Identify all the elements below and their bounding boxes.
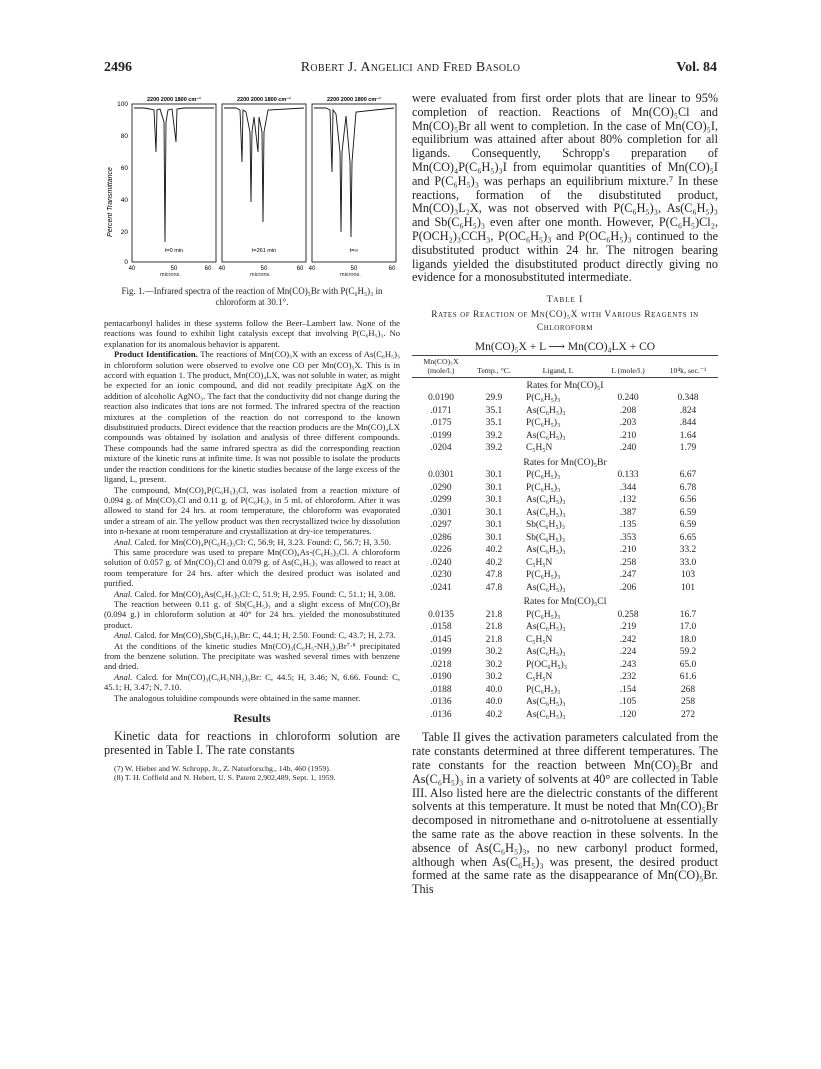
table-row — [412, 569, 718, 582]
volume-label: Vol. 84 — [676, 60, 717, 75]
table-row — [412, 392, 718, 405]
analysis — [104, 589, 400, 599]
table-cell: .0218 — [430, 659, 452, 670]
table-cell: 40.2 — [485, 545, 503, 556]
table-cell: .844 — [679, 418, 697, 429]
x-label: microns. — [340, 272, 361, 278]
analysis-text: Calcd. for Mn(CO)₄As(C₆H₅)₃Cl: C, 51.9; H, 2.95. Found: C, 51.1; H, 3.08. — [132, 588, 396, 599]
table-cell: .0199 — [430, 430, 452, 441]
table-cell: .0301 — [430, 507, 452, 518]
table-row — [412, 469, 718, 482]
panel-top-scale: 2200 2000 1800 cm⁻¹ — [237, 97, 291, 103]
table-cell: .120 — [619, 709, 637, 720]
table-row — [412, 417, 718, 430]
paragraph — [104, 349, 400, 484]
table-cell: .208 — [619, 405, 637, 416]
table-cell: 0.0301 — [428, 470, 454, 481]
results-paragraph: Kinetic data for reactions in chloroform solution are presented in Table I. The rate constants — [104, 729, 400, 757]
table-cell: 21.8 — [485, 634, 503, 645]
table-cell: 18.0 — [679, 634, 697, 645]
table-equation: Mn(CO)₅X + L ⟶ Mn(CO)₄LX + CO — [474, 341, 656, 354]
table-row — [412, 494, 718, 507]
paragraph: At the conditions of the kinetic studies Mn(CO)₃(C₆H₅-NH₂)₃Br⁷·⁸ precipitated from the benzene solution. The precipitate was washed several times with benzene and dried. — [104, 640, 400, 672]
table-row — [412, 544, 718, 557]
table-cell: 40.0 — [485, 697, 503, 708]
table-cell: .0136 — [430, 697, 452, 708]
table-cell: .0297 — [430, 520, 452, 531]
table-cell: .0286 — [430, 532, 452, 543]
table-cell: 65.0 — [679, 659, 697, 670]
table-row — [412, 532, 718, 545]
column-header: Temp., °C. — [470, 356, 518, 378]
table-cell: P(C₆H₅)₃ — [526, 393, 561, 404]
analysis-label: Anal. — [114, 536, 133, 547]
table-cell: .132 — [619, 495, 637, 506]
table-cell: 61.6 — [679, 672, 697, 683]
figure-caption: Fig. 1.—Infrared spectra of the reaction of Mn(CO)₅Br with P(C₆H₅)₃ in chloroform at 30.1°. — [121, 286, 383, 307]
table-caption: Rates of Reaction of Mn(CO)₅X with Various Reagents in Chloroform — [431, 310, 699, 334]
figure-1 — [104, 92, 400, 272]
table-cell: .232 — [619, 672, 637, 683]
table-row — [412, 671, 718, 684]
table-cell: .203 — [619, 418, 637, 429]
footnotes — [104, 764, 400, 783]
table-cell: 101 — [680, 582, 696, 593]
table-cell: As(C₆H₅)₃ — [526, 622, 566, 633]
table-cell: As(C₆H₅)₃ — [526, 697, 566, 708]
table-cell: P(C₆H₅)₃ — [526, 609, 561, 620]
table-cell: .247 — [619, 570, 637, 581]
table-cell: 1.64 — [679, 430, 697, 441]
table-cell: 6.59 — [679, 520, 697, 531]
table-cell: 30.2 — [485, 672, 503, 683]
table-cell: 59.2 — [679, 647, 697, 658]
table-cell: .0136 — [430, 709, 452, 720]
panel-top-scale: 2200 2000 1800 cm⁻¹ — [327, 97, 381, 103]
table-cell: 103 — [680, 570, 696, 581]
table-row — [412, 709, 718, 722]
y-tick: 0 — [124, 259, 128, 266]
table-cell: .824 — [679, 405, 697, 416]
table-cell: 30.1 — [485, 520, 503, 531]
table-cell: 29.9 — [485, 393, 503, 404]
table-cell: 30.2 — [485, 659, 503, 670]
table-cell: 30.1 — [485, 482, 503, 493]
table-cell: 0.133 — [617, 470, 639, 481]
group-title: Rates for Mn(CO)₅I — [526, 379, 604, 391]
table-cell: As(C₆H₅)₃ — [526, 405, 566, 416]
x-tick: 40 — [128, 266, 136, 272]
table-cell: As(C₆H₅)₃ — [526, 545, 566, 556]
table-group-header — [412, 455, 718, 470]
table-cell: P(C₆H₅)₃ — [526, 684, 561, 695]
footnote-7: (7) W. Hieber and W. Schropp, Jr., Z. Naturforschg., 14b, 460 (1959). — [114, 763, 331, 773]
table-cell: C₅H₅N — [526, 634, 553, 645]
y-tick: 80 — [120, 133, 128, 140]
table-cell: 30.1 — [485, 532, 503, 543]
table-cell: As(C₆H₅)₃ — [526, 647, 566, 658]
ir-spectra-svg — [104, 92, 400, 272]
panel-time-label: t=∞ — [349, 248, 359, 254]
table-cell: .353 — [619, 532, 637, 543]
table-cell: .0188 — [430, 684, 452, 695]
table-cell: 40.2 — [485, 557, 503, 568]
table-cell: 33.2 — [679, 545, 697, 556]
table-cell: .0241 — [430, 582, 452, 593]
table-row — [412, 557, 718, 570]
table-cell: P(OC₆H₅)₃ — [526, 659, 568, 670]
table-cell: 33.0 — [679, 557, 697, 568]
table-cell: C₅H₅N — [526, 672, 553, 683]
x-tick: 60 — [388, 266, 396, 272]
table-cell: .240 — [619, 443, 637, 454]
table-cell: 268 — [680, 684, 696, 695]
table-cell: 1.79 — [679, 443, 697, 454]
table-cell: 47.8 — [485, 582, 503, 593]
panel-time-label: t=261 min — [251, 248, 277, 254]
x-tick: 50 — [350, 266, 358, 272]
analysis-text: Calcd. for Mn(CO)₄Sb(C₆H₅)₃Br: C, 44.1; H, 2.50. Found: C, 43.7; H, 2.73. — [132, 630, 396, 641]
table-cell: .0290 — [430, 482, 452, 493]
table-cell: 47.8 — [485, 570, 503, 581]
table-cell: 35.1 — [485, 418, 503, 429]
footnote-8: (8) T. H. Coffield and N. Hebert, U. S. Patent 2,902,489, Sept. 1, 1959. — [114, 773, 336, 783]
table-cell: C₅H₅N — [526, 557, 553, 568]
paragraph: pentacarbonyl halides in these systems follow the Beer–Lambert law. None of the reactions was found to exhibit light catalysis except that involving P(C₆H₅)₃. No explanation for its anomalous behavior is apparent. — [104, 318, 400, 349]
table-row — [412, 696, 718, 709]
table-row — [412, 405, 718, 418]
table-cell: Sb(C₆H₅)₃ — [526, 520, 565, 531]
table-group-header — [412, 594, 718, 609]
table-row — [412, 430, 718, 443]
paragraph: This same procedure was used to prepare Mn(CO)₄As-(C₆H₅)₃Cl. A chloroform solution of 0.057 g. of Mn(CO)₅Cl and 0.079 g. of As(C₆H₅)₃ was allowed to react at room temperature for 24 hrs. after which the desired product was isolated and purified. — [104, 546, 400, 589]
table-cell: 258 — [680, 697, 696, 708]
table-cell: 6.65 — [679, 532, 697, 543]
paragraph: were evaluated from first order plots that are linear to 95% completion of reaction. Reactions of Mn(CO)₅Cl and Mn(CO)₅Br all went to completion. In the case of Mn(CO)₅I, equilibrium was attained after about 80% completion for all ligands. Consequently, Schropp's preparation of Mn(CO)₄P(C₆H₅)₃I from equimolar quantities of Mn(CO)₅I and P(C₆H₅)₃ was perhaps an equilibrium mixture.⁷ In these reactions, formation of the disubstituted product, Mn(CO)₃L₂X, was not observed with P(C₆H₅)₃, As(C₆H₅)₃ and Sb(C₆H₅)₃ even after one month. However, P(C₆H₅)Cl₂, P(OCH₂)₃CCH₃, P(OC₆H₅)₃ and P(OC₆H₅)₃ continued to the disubstituted product within 24 hr. The nitrogen bearing ligands yielded the disubstituted product directly giving no evidence for a monosubstituted intermediate. — [412, 91, 718, 285]
table-cell: .210 — [619, 545, 637, 556]
x-tick: 40 — [308, 266, 316, 272]
table-cell: Sb(C₆H₅)₃ — [526, 532, 565, 543]
analysis-text: Calcd. for Mn(CO)₃(C₆H₅NH₂)₃Br: C, 44.5; H, 3.46; N, 6.66. Found: C, 45.1; H, 3.47; N, 7.10. — [104, 671, 400, 693]
table-cell: .210 — [619, 430, 637, 441]
table-cell: 0.258 — [617, 609, 639, 620]
table-cell: .387 — [619, 507, 637, 518]
table-cell: .0171 — [430, 405, 452, 416]
table-cell: 30.1 — [485, 470, 503, 481]
rate-table — [412, 355, 718, 721]
subheading: Product Identification. — [114, 349, 198, 360]
table-cell: P(C₆H₅)₃ — [526, 418, 561, 429]
table-cell: .0158 — [430, 622, 452, 633]
table-group-header — [412, 377, 718, 392]
analysis — [104, 537, 400, 547]
table-cell: .0145 — [430, 634, 452, 645]
spectrum-panel-1 — [129, 96, 216, 272]
table-cell: .0230 — [430, 570, 452, 581]
table-cell: .219 — [619, 622, 637, 633]
table-cell: P(C₆H₅)₃ — [526, 470, 561, 481]
x-label: microns. — [160, 272, 181, 278]
experimental-text — [104, 318, 400, 703]
table-cell: 0.348 — [677, 393, 699, 404]
paragraph: Table II gives the activation parameters calculated from the rate constants determined at three different temperatures. The rate constants for the reaction between Mn(CO)₅Br and As(C₆H₅)₃ in a variety of solvents at 40° are collected in Table III. Also listed here are the dielectric constants of the different solvents at this temperature. It must be noted that Mn(CO)₅Br decomposed in nitromethane and o-nitrotoluene at essentially the same rate as the above reaction in these solvents. In the absence of As(C₆H₅)₃, no new carbonyl product formed, although when As(C₆H₅)₃ was present, the desired product formed at the same rate as the disappearance of Mn(CO)₅Br. This — [412, 730, 718, 897]
table-cell: .154 — [619, 684, 637, 695]
table-cell: .243 — [619, 659, 637, 670]
paragraph: The analogous toluidine compounds were obtained in the same manner. — [114, 692, 361, 703]
table-row — [412, 519, 718, 532]
spectrum-panel-2 — [219, 96, 306, 272]
table-row — [412, 634, 718, 647]
table-cell: 39.2 — [485, 430, 503, 441]
table-cell: .105 — [619, 697, 637, 708]
x-tick: 50 — [170, 266, 178, 272]
table-row — [412, 507, 718, 520]
group-title: Rates for Mn(CO)₅Cl — [523, 596, 607, 608]
column-header: 10⁴k, sec.⁻¹ — [658, 356, 718, 378]
table-cell: C₅H₅N — [526, 443, 553, 454]
table-cell: As(C₆H₅)₃ — [526, 430, 566, 441]
x-tick: 60 — [296, 266, 304, 272]
analysis-text: Calcd. for Mn(CO)₄P(C₆H₅)₃Cl: C, 56.9; H, 3.23. Found: C, 56.7; H, 3.50. — [132, 536, 391, 547]
left-column — [104, 92, 400, 783]
table-cell: P(C₆H₅)₃ — [526, 482, 561, 493]
x-tick: 60 — [204, 266, 212, 272]
table-cell: 40.0 — [485, 684, 503, 695]
table-cell: 30.1 — [485, 507, 503, 518]
table-cell: 17.0 — [679, 622, 697, 633]
table-cell: 6.67 — [679, 470, 697, 481]
table-cell: .0299 — [430, 495, 452, 506]
panel-time-label: t=0 min — [164, 248, 184, 254]
table-row — [412, 442, 718, 455]
running-authors: Robert J. Angelici and Fred Basolo — [300, 60, 521, 75]
table-row — [412, 582, 718, 595]
table-row — [412, 659, 718, 672]
table-cell: 40.2 — [485, 709, 503, 720]
table-cell: .224 — [619, 647, 637, 658]
analysis-label: Anal. — [114, 671, 133, 682]
panel-top-scale: 2200 2000 1800 cm⁻¹ — [147, 97, 201, 103]
table-row — [412, 482, 718, 495]
x-label: microns. — [250, 272, 271, 278]
page-header — [104, 60, 717, 80]
table-cell: .0240 — [430, 557, 452, 568]
analysis-label: Anal. — [114, 630, 133, 641]
page-number: 2496 — [104, 60, 132, 75]
table-cell: 6.56 — [679, 495, 697, 506]
y-tick: 40 — [120, 197, 128, 204]
column-header: Ligand, L — [518, 356, 598, 378]
table-label: Table I — [546, 295, 584, 306]
paragraph-text: The reactions of Mn(CO)₅X with an excess of As(C₆H₅)₃ in chloroform solution were observed to evolve one CO per Mn(CO)₅X. This is in accord with equation 1. The product, Mn(CO)₄LX, was not soluble in water, as might be expected for an ionic compound, and did not readily precipitate AgX on the addition of alcoholic AgNO₃. The fact that the conductivity did not change during the reaction also indicates that ions are not formed. The infrared spectra of the reaction mixtures at the completion of the reaction do not correspond to the known disubstituted products. Direct evidence that the reaction products are the Mn(CO)₄LX compounds was obtained by isolation and analysis of three different compounds. These compounds had the same infrared spectra as did the corresponding reaction mixture of the kinetic runs at infinite time. It was not possible to isolate the products under the reaction conditions for the kinetic studies because of the large excess of the ligand, L, present. — [104, 349, 400, 485]
paragraph: The compound, Mn(CO)₄P(C₆H₅)₃Cl, was isolated from a reaction mixture of 0.094 g. of Mn(CO)₅Cl and 0.11 g. of P(C₆H₅)₃ in 5 ml. of chloroform. After it was allowed to stand for 24 hrs. at room temperature, the chloroform was evaporated under a stream of air. The yellow product was then recrystallized twice by dissolution into n-hexane at room temperature and crystallization at dry-ice temperatures. — [104, 484, 400, 537]
table-cell: 0.0190 — [428, 393, 454, 404]
table-cell: 21.8 — [485, 609, 503, 620]
table-cell: 21.8 — [485, 622, 503, 633]
table-row — [412, 609, 718, 622]
y-axis-label: Percent Transmittance — [107, 167, 114, 237]
table-cell: 35.1 — [485, 405, 503, 416]
analysis — [104, 672, 400, 693]
table-cell: .0226 — [430, 545, 452, 556]
table-cell: 39.2 — [485, 443, 503, 454]
y-tick: 60 — [120, 165, 128, 172]
table-cell: P(C₆H₅)₃ — [526, 570, 561, 581]
table-header-row — [412, 356, 718, 378]
analysis — [104, 630, 400, 640]
table-cell: 6.59 — [679, 507, 697, 518]
table-row — [412, 684, 718, 697]
table-cell: As(C₆H₅)₃ — [526, 582, 566, 593]
table-cell: .242 — [619, 634, 637, 645]
column-header: Mn(CO)₅X (mole/l.) — [412, 356, 470, 378]
table-row — [412, 621, 718, 634]
table-cell: 16.7 — [679, 609, 697, 620]
table-cell: 272 — [680, 709, 696, 720]
table-cell: 0.0135 — [428, 609, 454, 620]
table-cell: .0175 — [430, 418, 452, 429]
group-title: Rates for Mn(CO)₅Br — [523, 456, 607, 468]
table-cell: As(C₆H₅)₃ — [526, 507, 566, 518]
results-heading: Results — [233, 711, 271, 726]
table-row — [412, 646, 718, 659]
table-cell: .344 — [619, 482, 637, 493]
table-cell: .0199 — [430, 647, 452, 658]
x-tick: 50 — [260, 266, 268, 272]
table-cell: .0204 — [430, 443, 452, 454]
x-tick: 40 — [218, 266, 226, 272]
table-cell: 30.1 — [485, 495, 503, 506]
table-cell: As(C₆H₅)₃ — [526, 709, 566, 720]
table-cell: .206 — [619, 582, 637, 593]
table-body — [412, 377, 718, 721]
y-tick: 100 — [117, 101, 128, 108]
table-cell: As(C₆H₅)₃ — [526, 495, 566, 506]
spectrum-panel-3 — [309, 96, 396, 272]
table-cell: 0.240 — [617, 393, 639, 404]
analysis-label: Anal. — [114, 588, 133, 599]
table-cell: .258 — [619, 557, 637, 568]
table-cell: .135 — [619, 520, 637, 531]
table-cell: 6.78 — [679, 482, 697, 493]
table-cell: .0190 — [430, 672, 452, 683]
paragraph: The reaction between 0.11 g. of Sb(C₆H₅)₃ and a slight excess of Mn(CO)₅Br (0.094 g.) in chloroform solution at 40° for 24 hrs. yielded the monosubstituted product. — [104, 598, 400, 630]
table-cell: 30.2 — [485, 647, 503, 658]
right-column — [412, 92, 718, 897]
column-header: L (mole/l.) — [598, 356, 658, 378]
y-tick: 20 — [120, 229, 128, 236]
